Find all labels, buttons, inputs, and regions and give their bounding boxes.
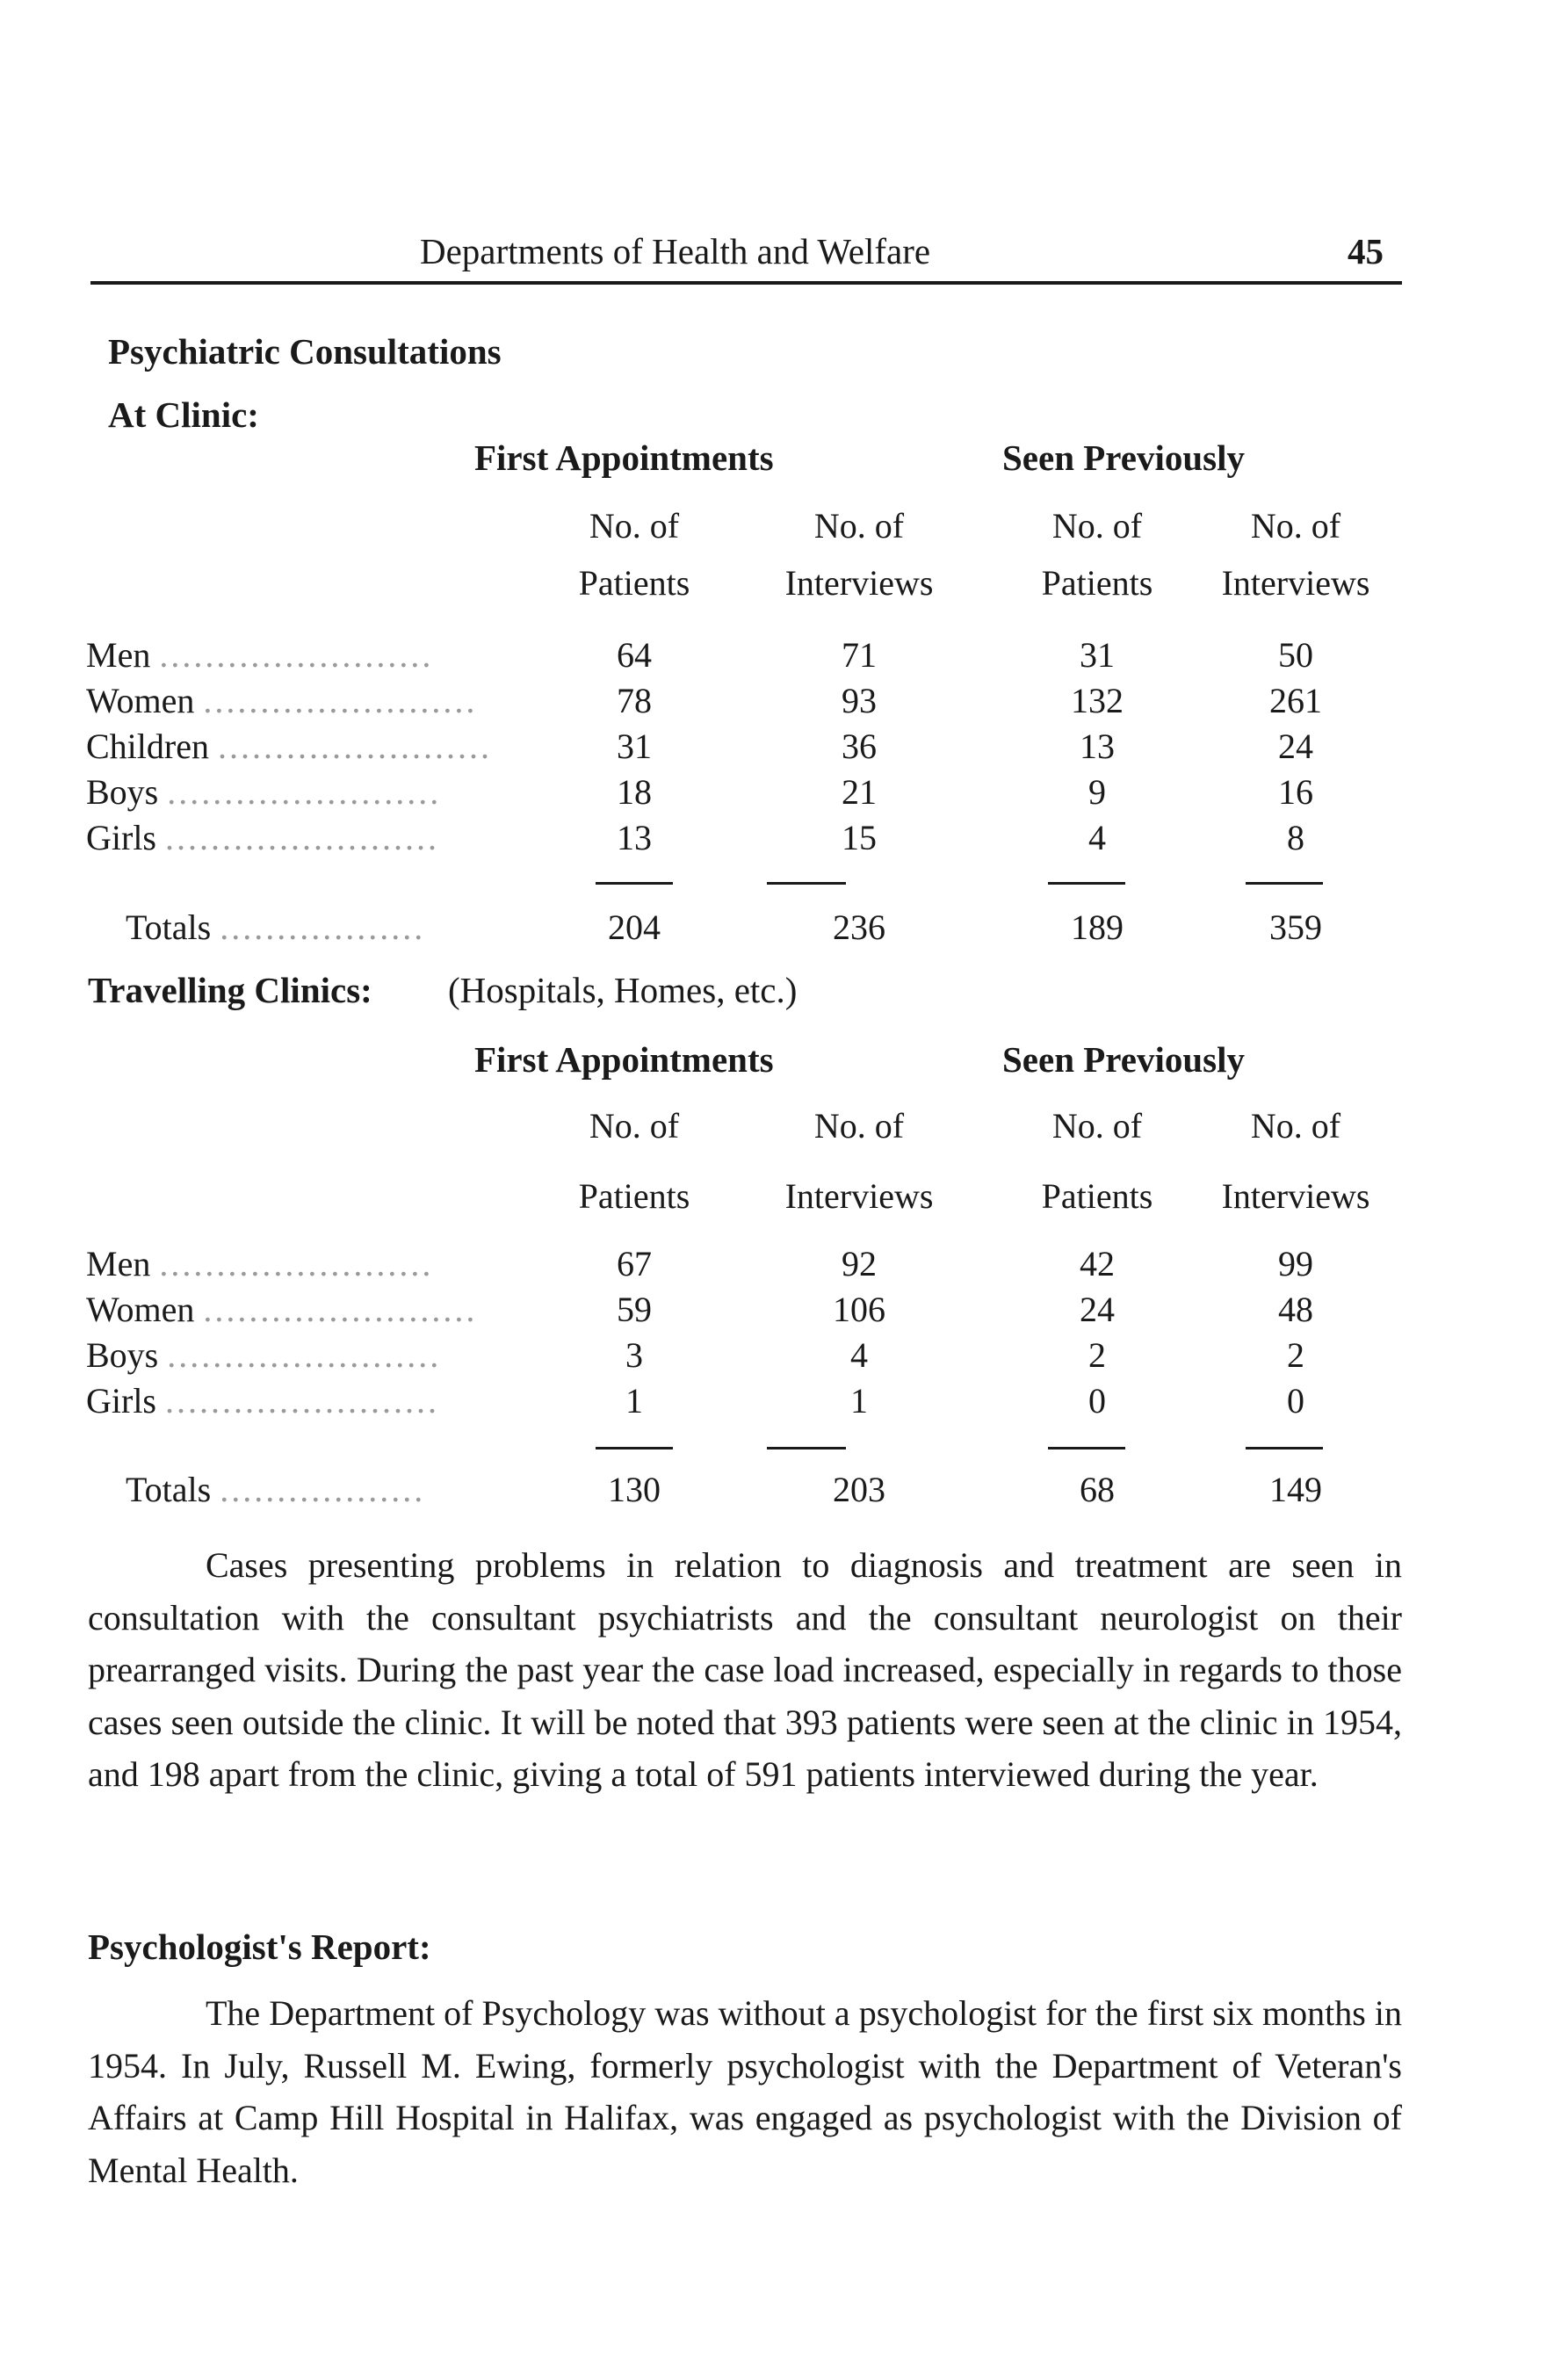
- leader-dots: ........................: [203, 1290, 478, 1329]
- sum-rule: [1048, 882, 1125, 885]
- cell-value: 99: [1278, 1244, 1313, 1283]
- cell-value: 13: [617, 818, 652, 857]
- leader-dots: ........................: [217, 727, 492, 766]
- total-value: 149: [1269, 1470, 1322, 1509]
- at-clinic-label: At Clinic:: [108, 394, 259, 435]
- cell-value: 48: [1278, 1290, 1313, 1329]
- row-label: Men: [86, 1244, 151, 1283]
- col-header-interviews: Interviews: [1221, 1176, 1370, 1216]
- totals-label: Totals: [126, 1470, 212, 1509]
- consultation-paragraph: Cases presenting problems in relation to diagnosis and treatment are seen in consultation with the consultant psychiatrists and the consultant neurologist on their prearranged visits. During the past year the case load increased, especially in regards to those cases seen outside the clinic. It will be noted that 393 patients were seen at the clinic in 1954, and 198 apart from the clinic, giving a total of 591 patients interviewed during the year.: [88, 1545, 1402, 1794]
- cell-value: 15: [842, 818, 877, 857]
- row-label: Children: [86, 727, 209, 766]
- sum-rule: [1246, 1447, 1323, 1449]
- leader-dots: ........................: [159, 1244, 434, 1283]
- group-header-seen-previously: Seen Previously: [1002, 1039, 1245, 1080]
- row-label: Women: [86, 681, 195, 720]
- row-label: Women: [86, 1290, 195, 1329]
- cell-value: 71: [842, 635, 877, 675]
- leader-dots: ..................: [220, 1470, 426, 1509]
- cell-value: 21: [842, 772, 877, 812]
- row-label: Men: [86, 635, 151, 675]
- cell-value: 31: [1080, 635, 1115, 675]
- cell-value: 4: [850, 1335, 868, 1375]
- cell-value: 92: [842, 1244, 877, 1283]
- col-header-no-of: No. of: [1051, 506, 1143, 546]
- leader-dots: ........................: [167, 772, 442, 812]
- psychologist-report-heading: Psychologist's Report:: [88, 1927, 431, 1967]
- cell-value: 16: [1278, 772, 1313, 812]
- col-header-interviews: Interviews: [784, 1176, 934, 1216]
- col-header-patients: Patients: [1041, 563, 1153, 603]
- leader-dots: ........................: [165, 818, 439, 857]
- cell-value: 9: [1088, 772, 1106, 812]
- total-value: 189: [1071, 907, 1124, 947]
- leader-dots: ..................: [220, 907, 426, 947]
- cell-value: 24: [1080, 1290, 1115, 1329]
- travelling-clinics-label: Travelling Clinics:: [88, 970, 372, 1010]
- cell-value: 36: [842, 727, 877, 766]
- section-title: Psychiatric Consultations: [108, 331, 502, 372]
- col-header-patients: Patients: [578, 1176, 690, 1216]
- group-header-seen-previously: Seen Previously: [1002, 437, 1245, 478]
- row-label: Boys: [86, 772, 159, 812]
- travelling-note: (Hospitals, Homes, etc.): [448, 970, 798, 1010]
- cell-value: 64: [617, 635, 652, 675]
- cell-value: 93: [842, 681, 877, 720]
- cell-value: 8: [1287, 818, 1304, 857]
- cell-value: 2: [1088, 1335, 1106, 1375]
- cell-value: 1: [850, 1381, 868, 1421]
- cell-value: 106: [833, 1290, 885, 1329]
- leader-dots: ........................: [159, 635, 434, 675]
- cell-value: 78: [617, 681, 652, 720]
- total-value: 130: [608, 1470, 661, 1509]
- header-rule: [90, 281, 1402, 285]
- total-value: 68: [1080, 1470, 1115, 1509]
- totals-label: Totals: [126, 907, 212, 947]
- leader-dots: ........................: [165, 1381, 439, 1421]
- sum-rule: [767, 882, 846, 885]
- total-value: 236: [833, 907, 885, 947]
- row-label: Boys: [86, 1335, 159, 1375]
- cell-value: 132: [1071, 681, 1124, 720]
- row-label: Girls: [86, 1381, 156, 1421]
- col-header-no-of: No. of: [1250, 1106, 1341, 1146]
- row-label: Girls: [86, 818, 156, 857]
- cell-value: 1: [625, 1381, 643, 1421]
- col-header-interviews: Interviews: [1221, 563, 1370, 603]
- leader-dots: ........................: [203, 681, 478, 720]
- cell-value: 67: [617, 1244, 652, 1283]
- col-header-no-of: No. of: [813, 506, 905, 546]
- cell-value: 31: [617, 727, 652, 766]
- leader-dots: ........................: [167, 1335, 442, 1375]
- cell-value: 18: [617, 772, 652, 812]
- page-number: 45: [1348, 231, 1384, 271]
- running-title: Departments of Health and Welfare: [420, 231, 931, 271]
- sum-rule: [1048, 1447, 1125, 1449]
- sum-rule: [767, 1447, 846, 1449]
- cell-value: 3: [625, 1335, 643, 1375]
- cell-value: 4: [1088, 818, 1106, 857]
- cell-value: 13: [1080, 727, 1115, 766]
- col-header-no-of: No. of: [813, 1106, 905, 1146]
- col-header-no-of: No. of: [589, 506, 680, 546]
- cell-value: 0: [1088, 1381, 1106, 1421]
- col-header-no-of: No. of: [1051, 1106, 1143, 1146]
- col-header-interviews: Interviews: [784, 563, 934, 603]
- cell-value: 50: [1278, 635, 1313, 675]
- col-header-no-of: No. of: [1250, 506, 1341, 546]
- cell-value: 59: [617, 1290, 652, 1329]
- group-header-first-appointments: First Appointments: [474, 1039, 774, 1080]
- total-value: 359: [1269, 907, 1322, 947]
- cell-value: 0: [1287, 1381, 1304, 1421]
- sum-rule: [596, 1447, 673, 1449]
- psychologist-paragraph: The Department of Psychology was without a psychologist for the first six months in 1954. In July, Russell M. Ewing, formerly psychologist with the Department of Veteran's Affairs at Camp Hill Hospital in Halifax, was engaged as psychologist with the Division of Mental Health.: [88, 1993, 1402, 2190]
- cell-value: 24: [1278, 727, 1313, 766]
- group-header-first-appointments: First Appointments: [474, 437, 774, 478]
- sum-rule: [1246, 882, 1323, 885]
- total-value: 203: [833, 1470, 885, 1509]
- cell-value: 42: [1080, 1244, 1115, 1283]
- cell-value: 2: [1287, 1335, 1304, 1375]
- col-header-patients: Patients: [578, 563, 690, 603]
- sum-rule: [596, 882, 673, 885]
- cell-value: 261: [1269, 681, 1322, 720]
- total-value: 204: [608, 907, 661, 947]
- col-header-no-of: No. of: [589, 1106, 680, 1146]
- col-header-patients: Patients: [1041, 1176, 1153, 1216]
